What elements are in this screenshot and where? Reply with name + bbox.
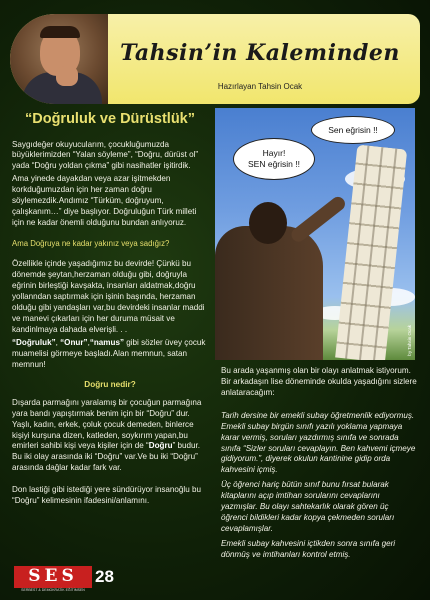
story-paragraph-2: Üç öğrenci hariç bütün sınıf bunu fırsat bularak kitaplarını açıp imtihan sorularını cevaplarını yazmışlar. Bu olayı sahtekarlık olarak gören üç öğrenci bildikleri kadar kopya çekmeden soruları cevaplamışlar. <box>221 480 395 533</box>
page-number: 28 <box>95 567 114 586</box>
illustration-credit: by Tahsin Ocak <box>407 325 412 356</box>
column-title: Tahsin’in Kaleminden <box>120 40 400 66</box>
story-intro: Bu arada yaşanmış olan bir olayı anlatmak istiyorum. Bir arkadaşın lise döneminde okulda yaşadığını sizlere anlataracağım: <box>221 366 417 397</box>
intro-paragraph: Saygıdeğer okuyucularım, çocukluğumuzda büyüklerimizden “Yalan söyleme”, “Doğru, dürüst ol” yada “Doğru yoldan çıkma” gibi nasihatler işitirdik. <box>12 139 199 171</box>
paragraph-devir: Özellikle içinde yaşadığımız bu devirde! Çünkü bu dönemde şeytan,herzaman olduğu gibi, doğruyla eğrinin birleştiği kavşakta, insanları aldatmak,doğru yollanndan saptırmak için işinin başında, herzaman olduğu gibi yandaşları var,bu devirdeki insanlar maddi ve manevi çıkarları için her duruma müsait ve kandinlmaya dahada elverişli. . . <box>12 259 205 334</box>
story-paragraph-1: Tarih dersine bir emekli subay öğretmenlik ediyormuş. Emekli subay birgün sınıfı yazılı yoklama yapmaya karar vermiş, soruları yazdırmış sınıfa ve sonrada sınıfa “Sizler soruları cevaplayın. Ben kahvemi içmeye gidiyorum.”, diyerek okulun kantinine gidip orda kahvesini içmiş. <box>221 410 416 475</box>
story-paragraph-3: Emekli subay kahvesini içtikden sonra sınıfa geri dönmüş ve imtihanları kontrol etmiş. <box>221 538 396 559</box>
leaning-tower-illustration <box>215 108 415 360</box>
left-column <box>12 108 208 509</box>
speech-bubble-tower: Sen eğrisin !! <box>311 116 395 144</box>
author-photo <box>10 14 108 104</box>
logo-tagline: SERBEST & DEMOKRATİK EĞİTİMSEN <box>21 588 85 592</box>
question-line: Ama Doğruya ne kadar yakınız veya sadığız? <box>12 238 170 248</box>
paragraph-values: “Doğruluk”, “Onur”,“namus” gibi sözler üvey çocuk muamelisi görmeye başladı.Alan memnun, satan memnun! <box>12 337 206 369</box>
paragraph-dogru: Dışarda parmağını yaralamış bir çocuğun parmağına yara bandı yapıştırmak benim için bir “Doğru” dur. Yaşlı, kadın, erkek, çoluk çocuk demeden, binlerce kişiyi kurşuna dizen, katleden, soykırım yapan,bu emirleri sahibi kişi veya kişiler için de “Doğru” budur. Bu iki olay arasında iki “Doğru” var.Ve bu iki “Doğru” arasında dağlar kadar fark var. <box>12 397 202 473</box>
story-block <box>221 411 417 561</box>
ses-logo: SES <box>14 566 92 588</box>
author-byline: Hazırlayan Tahsin Ocak <box>217 82 303 91</box>
section-heading: Doğru nedir? <box>84 379 136 389</box>
man-figure <box>215 226 323 360</box>
article-title: “Doğruluk ve Dürüstlük” <box>25 111 195 127</box>
right-column <box>221 366 417 565</box>
paragraph-andimiz: Ama yinede dayakdan veya azar işitmekden korkduğumuzdan için her zaman doğru söylemezdik.Andımız “Türküm, doğruyum, çalışkanım…” diye başlıyor. Doğruluğun Türk milleti için ne kadar önemli olduğunu bundan anlıyoruz. <box>12 174 197 228</box>
paragraph-don-lastigi: Don lastiği gibi istediği yere sündürüyor insanoğlu bu “Doğru” kelimesinin ifadesini/anlamını. <box>12 485 201 506</box>
speech-bubble-man: Hayır! SEN eğrisin !! <box>233 138 315 180</box>
